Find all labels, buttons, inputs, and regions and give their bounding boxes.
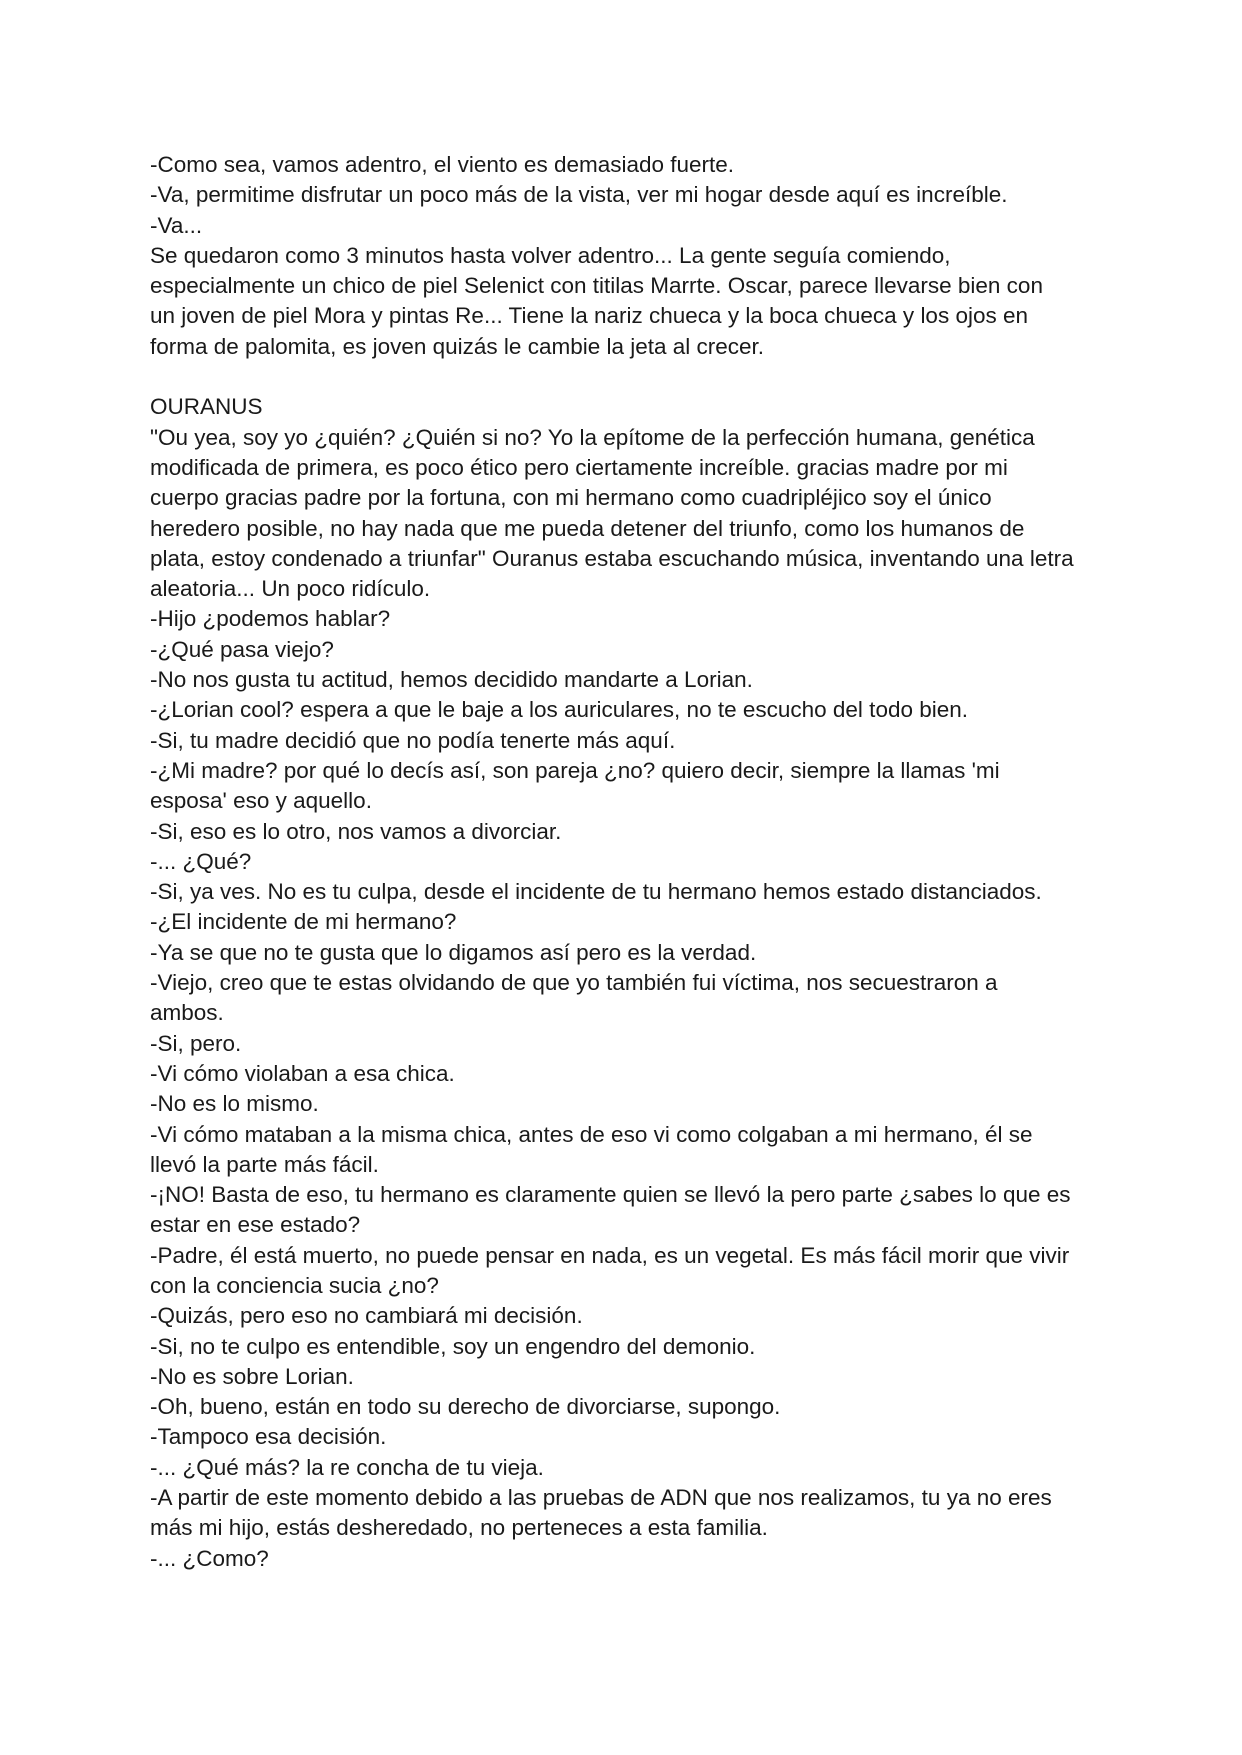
text-line: -Va, permitime disfrutar un poco más de la vista, ver mi hogar desde aquí es increíble. [150, 182, 1008, 208]
text-line: aleatoria... Un poco ridículo. [150, 576, 431, 602]
text-line: -... ¿Qué más? la re concha de tu vieja. [150, 1454, 544, 1480]
text-line: especialmente un chico de piel Selenict con titilas Marrte. Oscar, parece llevarse bien con [150, 273, 1043, 299]
text-line: -Va... [150, 212, 203, 238]
text-line: -¿Lorian cool? espera a que le baje a los auriculares, no te escucho del todo bien. [150, 697, 969, 723]
text-line: -... ¿Qué? [150, 848, 252, 874]
text-line: -Si, no te culpo es entendible, soy un engendro del demonio. [150, 1333, 756, 1359]
text-line: -Como sea, vamos adentro, el viento es demasiado fuerte. [150, 152, 735, 177]
text-line: -¿El incidente de mi hermano? [150, 909, 457, 935]
text-line: llevó la parte más fácil. [150, 1151, 379, 1177]
text-line: -Tampoco esa decisión. [150, 1424, 387, 1450]
text-line: -No nos gusta tu actitud, hemos decidido mandarte a Lorian. [150, 667, 753, 693]
text-line: -Si, eso es lo otro, nos vamos a divorciar. [150, 818, 562, 844]
text-line: -Ya se que no te gusta que lo digamos así pero es la verdad. [150, 939, 757, 965]
text-line: -¿Mi madre? por qué lo decís así, son pareja ¿no? quiero decir, siempre la llamas 'mi [150, 757, 1000, 783]
text-line: modificada de primera, es poco ético pero ciertamente increíble. gracias madre por mi [150, 454, 1008, 480]
text-line: con la conciencia sucia ¿no? [150, 1272, 439, 1298]
paragraph-gap [150, 362, 1110, 392]
text-line: -Si, tu madre decidió que no podía tenerte más aquí. [150, 727, 676, 753]
text-line: "Ou yea, soy yo ¿quién? ¿Quién si no? Yo la epítome de la perfección humana, genética [150, 424, 1035, 450]
text-line: Se quedaron como 3 minutos hasta volver adentro... La gente seguía comiendo, [150, 242, 951, 268]
text-line: un joven de piel Mora y pintas Re... Tiene la nariz chueca y la boca chueca y los ojos en [150, 303, 1029, 329]
text-line: -Quizás, pero eso no cambiará mi decisión. [150, 1303, 583, 1329]
text-line: esposa' eso y aquello. [150, 788, 372, 814]
text-line: -¿Qué pasa viejo? [150, 636, 334, 662]
text-line: -Padre, él está muerto, no puede pensar en nada, es un vegetal. Es más fácil morir que vivir [150, 1242, 1070, 1268]
narrative-section [150, 150, 1110, 362]
ouranus-section [150, 392, 1110, 1574]
text-line: más mi hijo, estás desheredado, no perteneces a esta familia. [150, 1515, 768, 1541]
text-line: estar en ese estado? [150, 1212, 361, 1238]
text-line: heredero posible, no hay nada que me pueda detener del triunfo, como los humanos de [150, 515, 1025, 541]
text-line: -Hijo ¿podemos hablar? [150, 606, 391, 632]
text-line: -¡NO! Basta de eso, tu hermano es claramente quien se llevó la pero parte ¿sabes lo que es [150, 1182, 1071, 1208]
text-line: -... ¿Como? [150, 1545, 269, 1571]
text-line: plata, estoy condenado a triunfar" Ouranus estaba escuchando música, inventando una letra [150, 545, 1074, 571]
text-line: -Viejo, creo que te estas olvidando de que yo también fui víctima, nos secuestraron a [150, 970, 998, 996]
text-line: -Si, ya ves. No es tu culpa, desde el incidente de tu hermano hemos estado distanciados. [150, 879, 1042, 905]
text-line: -No es sobre Lorian. [150, 1363, 354, 1389]
document-body [150, 150, 1110, 1574]
text-line: forma de palomita, es joven quizás le cambie la jeta al crecer. [150, 333, 765, 359]
text-line: -Vi cómo violaban a esa chica. [150, 1060, 455, 1086]
text-line: cuerpo gracias padre por la fortuna, con mi hermano como cuadripléjico soy el único [150, 485, 992, 511]
text-line: -Si, pero. [150, 1030, 242, 1056]
text-line: -No es lo mismo. [150, 1091, 319, 1117]
text-line: OURANUS [150, 394, 263, 420]
text-line: -A partir de este momento debido a las pruebas de ADN que nos realizamos, tu ya no eres [150, 1485, 1052, 1511]
text-line: ambos. [150, 1000, 224, 1026]
text-line: -Oh, bueno, están en todo su derecho de divorciarse, supongo. [150, 1394, 781, 1420]
text-line: -Vi cómo mataban a la misma chica, antes de eso vi como colgaban a mi hermano, él se [150, 1121, 1033, 1147]
